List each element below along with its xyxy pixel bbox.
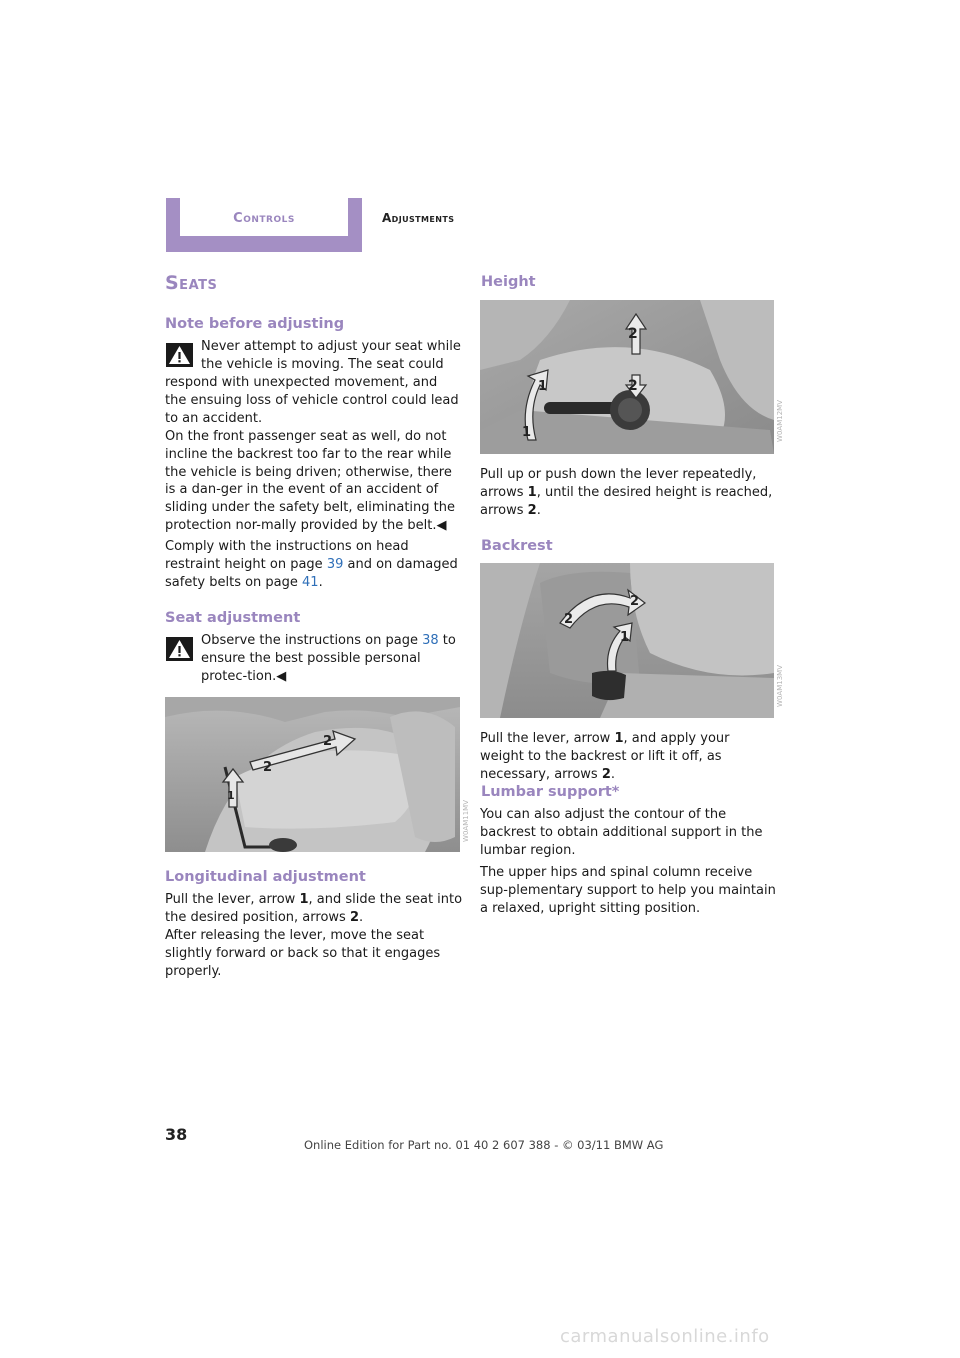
- longitudinal-adjustment-illustration: [165, 697, 460, 852]
- longitudinal-adjustment-heading: Longitudinal adjustment: [165, 869, 366, 885]
- arrow-label-2: 2: [628, 326, 638, 342]
- arrow-label-2: 2: [564, 612, 574, 627]
- lumbar-text-1: You can also adjust the contour of the backrest to obtain additional support in the lumbar region.: [480, 807, 763, 858]
- comply-text: Comply with the instructions on head restraint height on page 39 and on damaged safety belts on page 41.: [165, 539, 458, 590]
- warning-icon: [166, 637, 193, 665]
- height-heading: Height: [481, 274, 536, 290]
- note-passenger-text: On the front passenger seat as well, do not incline the backrest too far to the rear while the vehicle is being driven; otherwise, there is a dan-ger in the event of an accident of sliding under the safety belt, eliminating the protection nor-mally provided by the belt.◀: [165, 429, 455, 533]
- figure-code: W0AM13MV: [776, 665, 784, 707]
- arrow-label-1: 1: [227, 789, 235, 802]
- longitudinal-text-1: Pull the lever, arrow 1, and slide the seat into the desired position, arrows 2.: [165, 892, 463, 925]
- backrest-heading: Backrest: [481, 538, 553, 554]
- figure-code: W0AM12MV: [776, 400, 784, 442]
- note-heading: Note before adjusting: [165, 316, 345, 332]
- end-mark: ◀: [276, 668, 287, 684]
- chapter-label: Controls: [233, 211, 295, 226]
- arrow-label-1: 1: [522, 425, 532, 440]
- arrow-label-2: 2: [263, 760, 273, 775]
- lumbar-text-2: The upper hips and spinal column receive sup-plementary support to help you maintain a relaxed, upright sitting position.: [480, 865, 776, 916]
- height-adjustment-illustration: [480, 300, 774, 454]
- note-warning-line2: the vehicle is moving. The seat could: [201, 357, 444, 372]
- page-number: 38: [165, 1125, 188, 1144]
- page-link-38[interactable]: 38: [422, 633, 439, 648]
- backrest-adjustment-illustration: [480, 563, 774, 718]
- arrow-label-1: 1: [538, 379, 548, 394]
- seat-adjustment-text: Observe the instructions on page 38 to ensure the best possible personal protec-tion.◀: [201, 633, 456, 684]
- arrow-label-2: 2: [630, 594, 640, 609]
- seat-adjustment-heading: Seat adjustment: [165, 610, 301, 626]
- edition-footer: Online Edition for Part no. 01 40 2 607 388 - © 03/11 BMW AG: [304, 1138, 664, 1152]
- arrow-label-1: 1: [620, 630, 630, 645]
- page-link-39[interactable]: 39: [326, 556, 344, 572]
- arrow-label-2: 2: [628, 378, 638, 394]
- section-label: Adjustments: [382, 211, 455, 225]
- height-text: Pull up or push down the lever repeatedly, arrows 1, until the desired height is reached, arrows 2.: [480, 467, 773, 518]
- page-link-41[interactable]: 41: [302, 574, 319, 590]
- warning-icon: [166, 343, 193, 371]
- note-warning-line1: Never attempt to adjust your seat while: [201, 339, 461, 354]
- backrest-text: Pull the lever, arrow 1, and apply your weight to the backrest or lift it off, as necessary, arrows 2.: [480, 731, 730, 782]
- longitudinal-text-2: After releasing the lever, move the seat slightly forward or back so that it engages properly.: [165, 928, 441, 979]
- lumbar-support-heading: Lumbar support*: [481, 784, 620, 800]
- site-watermark: carmanualsonline.info: [560, 1326, 770, 1347]
- figure-code: W0AM11MV: [462, 800, 470, 842]
- arrow-label-2: 2: [323, 734, 333, 749]
- header-tab: [166, 198, 362, 252]
- end-mark: ◀: [436, 517, 447, 533]
- note-warning-text: respond with unexpected movement, and the ensuing loss of vehicle control could lead to an accident.: [165, 375, 459, 426]
- page-title: Seats: [165, 272, 218, 294]
